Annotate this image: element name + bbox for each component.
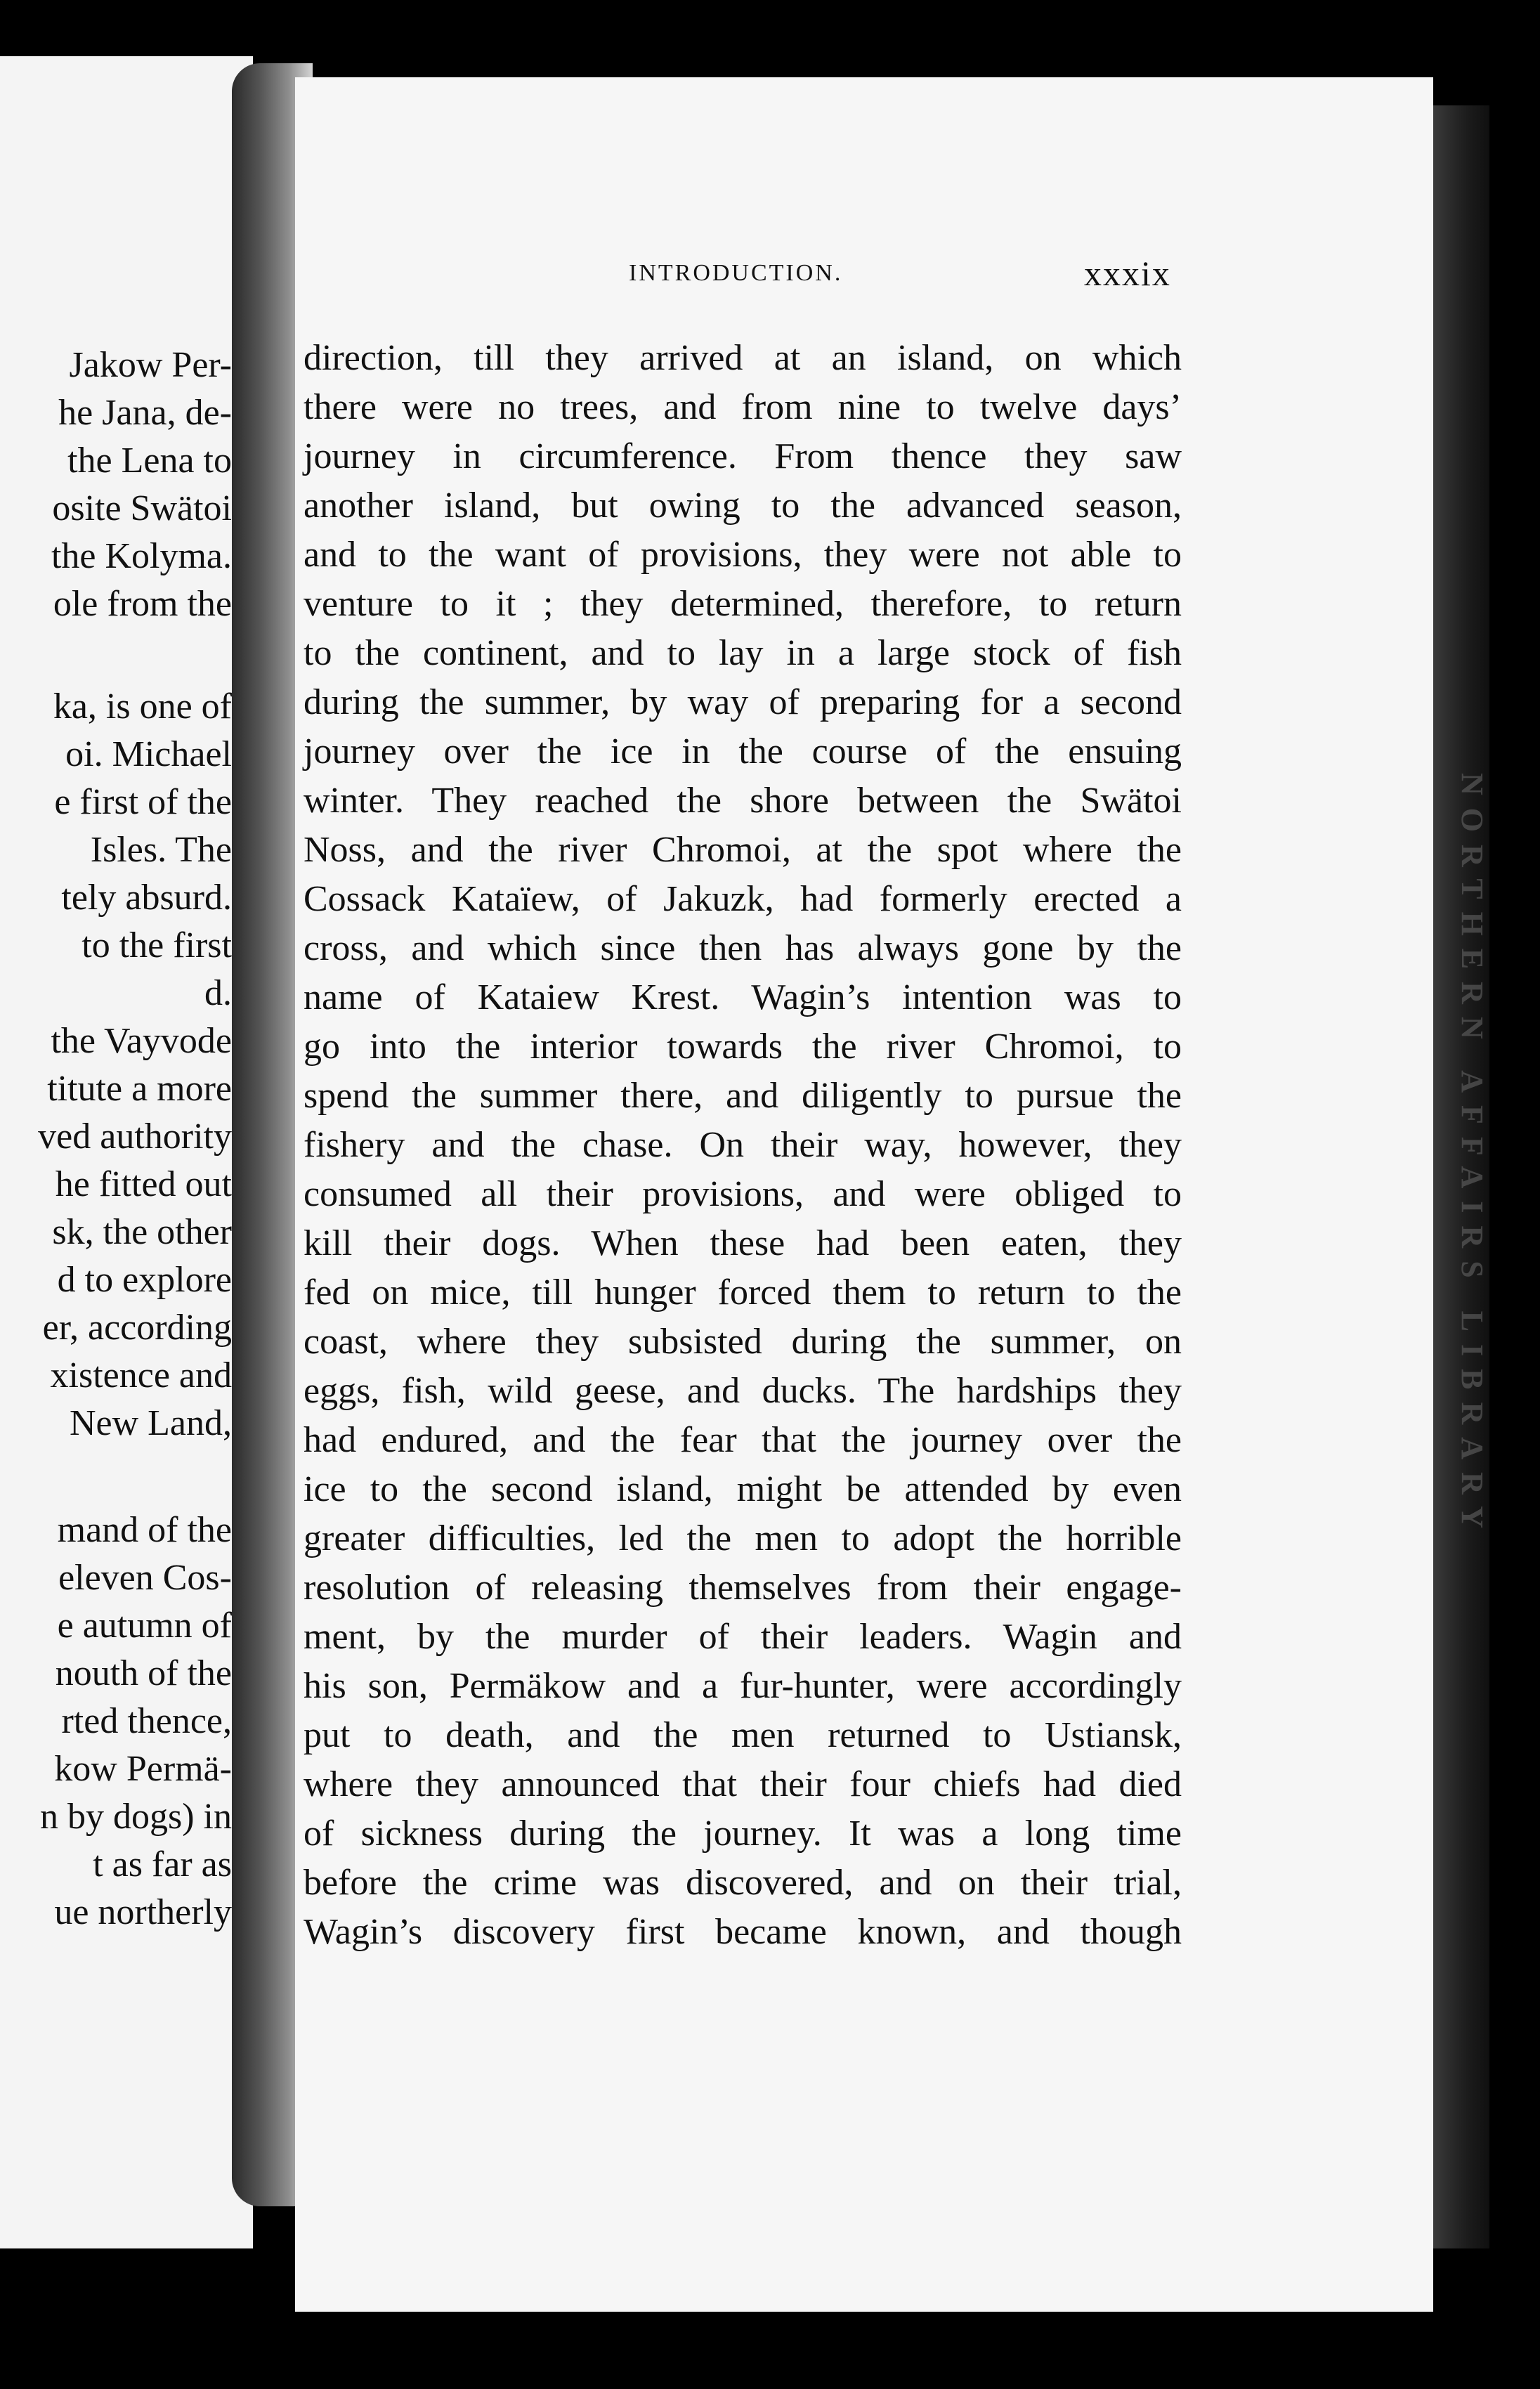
page-number: xxxix xyxy=(1084,254,1171,293)
text-line: eggs, fish, wild geese, and ducks. The hardships they xyxy=(304,1371,1182,1411)
left-line: d to explore xyxy=(57,1260,232,1300)
left-line: he fitted out xyxy=(55,1164,232,1204)
text-line: fed on mice, till hunger forced them to return to the xyxy=(304,1272,1182,1313)
text-line: another island, but owing to the advanced season, xyxy=(304,486,1182,526)
left-line: ole from the xyxy=(53,584,232,624)
text-line: ment, by the murder of their leaders. Wagin and xyxy=(304,1617,1182,1657)
left-line: t as far as xyxy=(93,1844,232,1884)
left-line: sk, the other xyxy=(52,1212,232,1252)
text-line: spend the summer there, and diligently to pursue the xyxy=(304,1076,1182,1116)
text-line: coast, where they subsisted during the summer, on xyxy=(304,1322,1182,1362)
text-line: there were no trees, and from nine to twelve days’ xyxy=(304,387,1182,427)
left-line: mand of the xyxy=(57,1510,232,1550)
left-line: the Lena to xyxy=(67,441,232,481)
text-line: ice to the second island, might be attended by even xyxy=(304,1469,1182,1509)
text-line: cross, and which since then has always gone by the xyxy=(304,928,1182,968)
left-line: xistence and xyxy=(50,1355,232,1395)
left-line: he Jana, de- xyxy=(58,393,232,433)
left-line: ved authority xyxy=(38,1117,232,1157)
left-line: oi. Michael xyxy=(65,734,232,774)
text-line: Cossack Kataïew, of Jakuzk, had formerly erected a xyxy=(304,879,1182,919)
text-line: of sickness during the journey. It was a long time xyxy=(304,1814,1182,1854)
left-line: titute a more xyxy=(47,1069,232,1109)
text-line: to the continent, and to lay in a large stock of fish xyxy=(304,633,1182,673)
left-line: d. xyxy=(204,973,232,1013)
text-line: where they announced that their four chiefs had died xyxy=(304,1764,1182,1804)
text-line: journey in circumference. From thence they saw xyxy=(304,436,1182,476)
left-line: Jakow Per- xyxy=(69,345,232,385)
text-line: direction, till they arrived at an island, on which xyxy=(304,338,1182,378)
text-line: and to the want of provisions, they were not able to xyxy=(304,535,1182,575)
text-line: before the crime was discovered, and on their trial, xyxy=(304,1863,1182,1903)
text-line: put to death, and the men returned to Ustiansk, xyxy=(304,1715,1182,1755)
text-line: winter. They reached the shore between the Swätoi xyxy=(304,781,1182,821)
text-line: fishery and the chase. On their way, however, they xyxy=(304,1125,1182,1165)
spine-text: NORTHERN AFFAIRS LIBRARY xyxy=(1455,773,1489,1542)
left-page xyxy=(0,56,253,2248)
text-line: Noss, and the river Chromoi, at the spot where the xyxy=(304,830,1182,870)
left-line: kow Permä- xyxy=(54,1749,232,1789)
left-line: nouth of the xyxy=(55,1653,232,1693)
left-line: n by dogs) in xyxy=(40,1797,232,1837)
text-line: during the summer, by way of preparing for a second xyxy=(304,682,1182,722)
left-line: er, according xyxy=(42,1308,232,1348)
left-line: the Kolyma. xyxy=(51,536,232,576)
text-line: had endured, and the fear that the journey over the xyxy=(304,1420,1182,1460)
left-line: tely absurd. xyxy=(61,878,232,918)
text-line: greater difficulties, led the men to adopt the horrible xyxy=(304,1518,1182,1558)
left-line: ue northerly xyxy=(54,1892,232,1932)
left-line: Isles. The xyxy=(90,830,232,870)
left-line: rted thence, xyxy=(61,1701,232,1741)
left-line: New Land, xyxy=(69,1403,232,1443)
left-line: the Vayvode xyxy=(51,1021,232,1061)
text-line: venture to it ; they determined, therefore, to return xyxy=(304,584,1182,624)
text-line: resolution of releasing themselves from their engage- xyxy=(304,1568,1182,1608)
text-line: consumed all their provisions, and were obliged to xyxy=(304,1174,1182,1214)
text-line: Wagin’s discovery first became known, and though xyxy=(304,1912,1182,1952)
left-line: osite Swätoi xyxy=(52,488,232,528)
text-line: his son, Permäkow and a fur-hunter, were accordingly xyxy=(304,1666,1182,1706)
left-line: ka, is one of xyxy=(53,686,232,727)
left-line: eleven Cos- xyxy=(58,1558,232,1598)
left-line: to the first xyxy=(81,925,232,965)
text-line: kill their dogs. When these had been eaten, they xyxy=(304,1223,1182,1263)
text-line: name of Kataiew Krest. Wagin’s intention was to xyxy=(304,977,1182,1017)
text-line: journey over the ice in the course of the ensuing xyxy=(304,731,1182,772)
left-line: e autumn of xyxy=(57,1606,232,1646)
text-line: go into the interior towards the river Chromoi, to xyxy=(304,1027,1182,1067)
running-head: INTRODUCTION. xyxy=(629,260,843,286)
left-line: e first of the xyxy=(54,782,232,822)
